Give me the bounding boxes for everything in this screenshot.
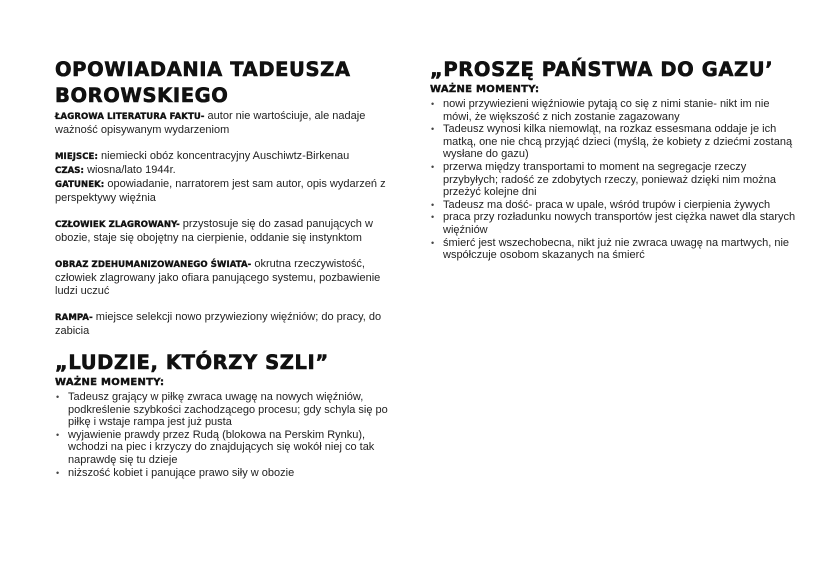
- bullet-list: [430, 98, 800, 262]
- entry-text: niemiecki obóz koncentracyjny Auschiwtz-Birkenau: [97, 150, 350, 162]
- entry-text: autor nie wartościuje, ale nadaje ważność opisywanym wydarzeniom: [55, 110, 366, 136]
- entry-text: miejsce selekcji nowo przywieziony więźniów; do pracy, do zabicia: [55, 311, 382, 337]
- list-item: • Tadeusz wynosi kilka niemowląt, na rozkaz essesmana oddaje je ich matką, one nie chcą przyjąć dzieci (myślą, że kobiety z dziećmi zostaną wysłane do gazu): [430, 123, 800, 161]
- section-subtitle: WAŻNE MOMENTY:: [430, 84, 540, 95]
- entry-label: CZAS:: [55, 166, 85, 176]
- entry-czas: [55, 164, 400, 178]
- list-item: • nowi przywiezieni więźniowie pytają co się z nimi stanie- nikt im nie mówi, że większość z nich zostanie zagazowany: [430, 98, 800, 123]
- bullet-list: [55, 391, 400, 479]
- section-title: „PROSZĘ PAŃSTWA DO GAZU’: [430, 58, 774, 81]
- entry-miejsce: [55, 150, 400, 164]
- entry-gatunek: [55, 178, 400, 205]
- entry-label: GATUNEK:: [55, 180, 105, 190]
- definitions: [55, 110, 400, 338]
- entry-label: MIEJSCE:: [55, 152, 98, 162]
- section-prosze-panstwa: [430, 57, 800, 262]
- entry-text: okrutna rzeczywistość, człowiek zlagrowany jako ofiara panującego systemu, pozbawienie ludzi uczuć: [55, 258, 381, 297]
- list-item: • śmierć jest wszechobecna, nikt już nie zwraca uwagę na martwych, nie współczuje osobom skazanych na śmierć: [430, 237, 800, 262]
- entry-label: OBRAZ ZDEHUMANIZOWANEGO ŚWIATA-: [55, 260, 252, 270]
- section-ludzie-ktorzy-szli: [55, 350, 400, 479]
- entry-label: CZŁOWIEK ZLAGROWANY-: [55, 220, 180, 230]
- main-title: [55, 57, 415, 109]
- list-item: • wyjawienie prawdy przez Rudą (blokowa na Perskim Rynku), wchodzi na piec i krzyczy do znajdujących się wokół niej co tak naprawdę się tu dzieje: [55, 429, 400, 467]
- list-item: • niższość kobiet i panujące prawo siły w obozie: [55, 467, 400, 480]
- list-item: • Tadeusz grający w piłkę zwraca uwagę na nowych więźniów, podkreślenie szybkości zachodzącego procesu; gdy schyla się po piłkę i wstaje rampa jest już pusta: [55, 391, 400, 429]
- entry-rampa: [55, 311, 400, 338]
- entry-text: wiosna/lato 1944r.: [84, 164, 176, 176]
- entry-lagrowa: [55, 110, 400, 137]
- entry-label: RAMPA-: [55, 313, 93, 323]
- entry-text: przystosuje się do zasad panujących w obozie, staje się obojętny na cierpienie, oddanie się instynktom: [55, 218, 373, 244]
- section-subtitle: WAŻNE MOMENTY:: [55, 377, 165, 388]
- entry-obraz-swiata: [55, 258, 400, 298]
- entry-czlowiek-zlagrowany: [55, 218, 400, 245]
- entry-text: opowiadanie, narratorem jest sam autor, opis wydarzeń z perspektywy więźnia: [55, 178, 386, 204]
- list-item: • przerwa między transportami to moment na segregacje rzeczy przybyłych; radość ze zdobytych rzeczy, ponieważ dzięki nim można przeżyć kolejne dni: [430, 161, 800, 199]
- entry-label: ŁAGROWA LITERATURA FAKTU-: [55, 112, 205, 122]
- list-item: • praca przy rozładunku nowych transportów jest ciężka nawet dla starych więźniów: [430, 211, 800, 236]
- main-title-line2: BOROWSKIEGO: [55, 84, 229, 107]
- main-title-line1: OPOWIADANIA TADEUSZA: [55, 58, 351, 81]
- section-title: „LUDZIE, KTÓRZY SZLI”: [55, 351, 329, 374]
- list-item: • Tadeusz ma dość- praca w upale, wśród trupów i cierpienia żywych: [430, 199, 800, 212]
